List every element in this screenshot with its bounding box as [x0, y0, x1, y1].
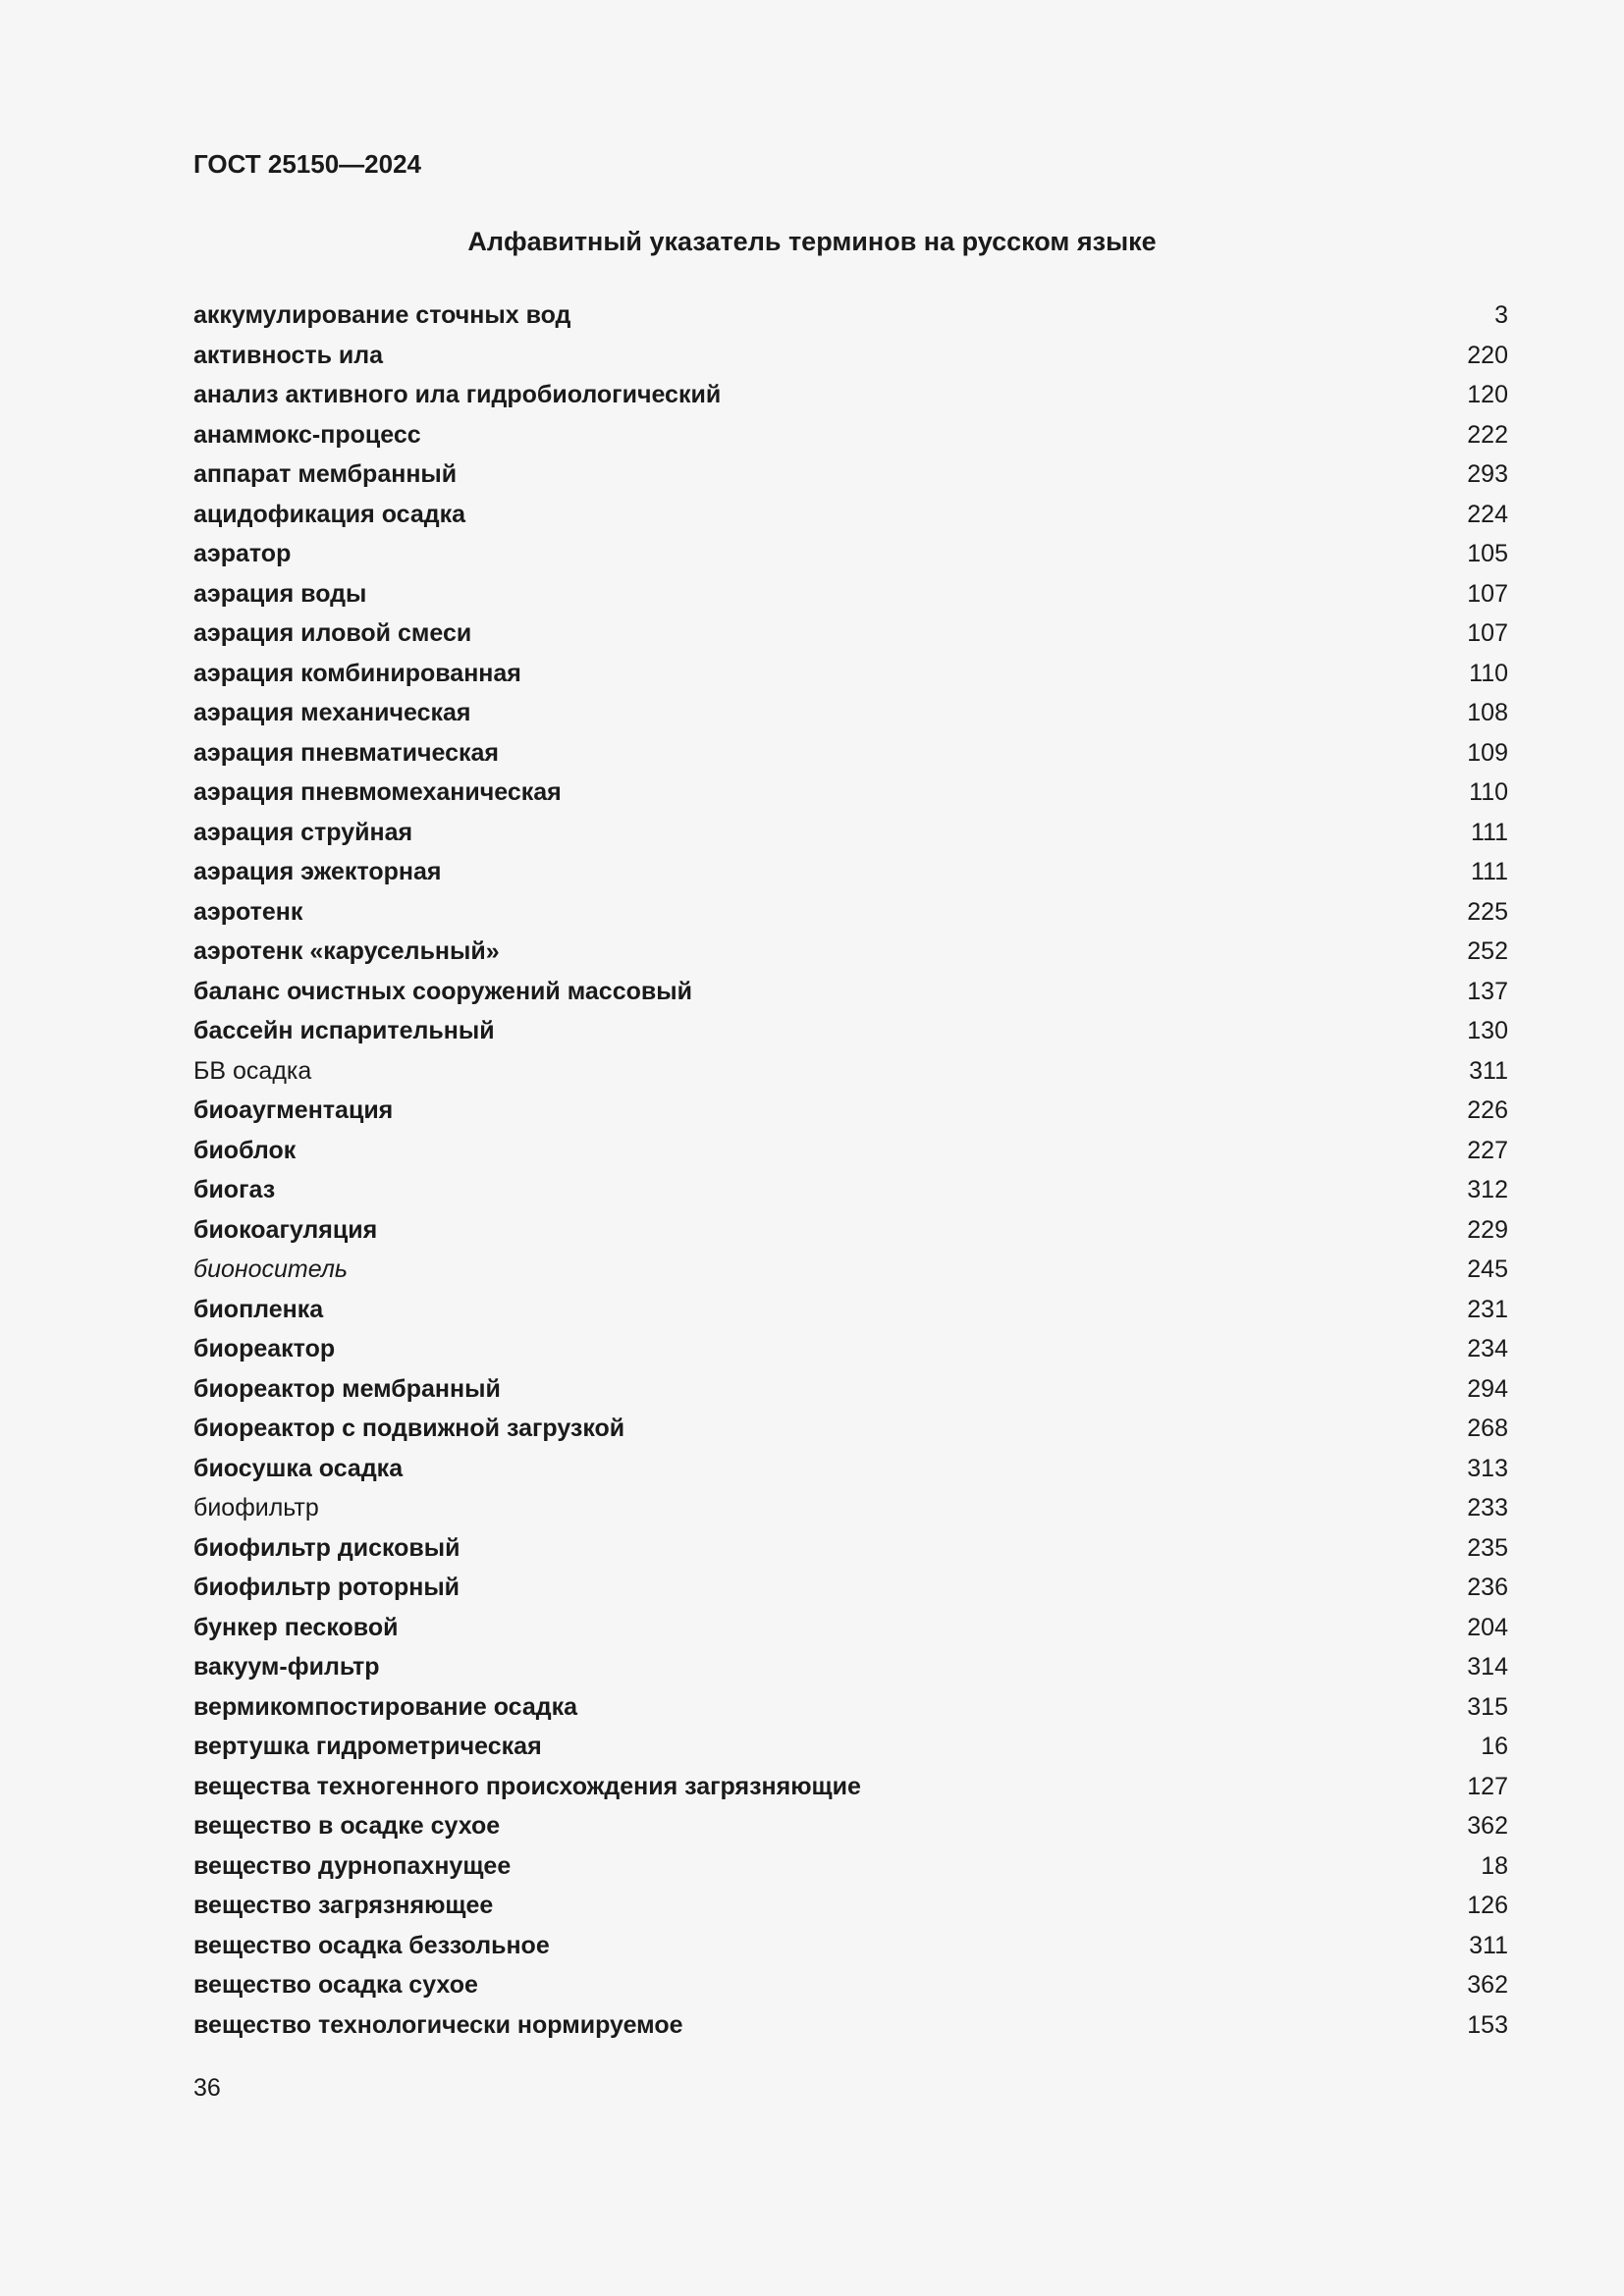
index-term: анализ активного ила гидробиологический [193, 381, 722, 408]
index-term: БВ осадка [193, 1056, 312, 1085]
index-entry [193, 696, 1508, 736]
index-entry [193, 1889, 1508, 1929]
index-page-ref: 235 [1467, 1533, 1508, 1562]
index-entry [193, 775, 1508, 816]
index-term: анаммокс-процесс [193, 420, 421, 449]
index-page-ref: 224 [1467, 500, 1508, 528]
index-term: биофильтр дисковый [193, 1533, 460, 1562]
index-page-ref: 108 [1467, 699, 1508, 726]
index-entry [193, 1571, 1508, 1611]
index-entry [193, 1849, 1508, 1890]
index-term: активность ила [193, 341, 384, 369]
index-term: биореактор [193, 1335, 336, 1362]
index-entry [193, 616, 1508, 657]
index-page-ref: 245 [1467, 1255, 1508, 1283]
index-entry [193, 1690, 1508, 1731]
index-page-ref: 107 [1467, 619, 1508, 647]
index-entry [193, 1531, 1508, 1572]
index-page-ref: 225 [1467, 897, 1508, 926]
index-page-ref: 3 [1494, 301, 1508, 329]
index-term: вещество осадка беззольное [193, 1931, 550, 1959]
index-entry [193, 1372, 1508, 1413]
index-entry [193, 418, 1508, 458]
index-page-ref: 226 [1467, 1096, 1508, 1124]
index-term: биокоагуляция [193, 1215, 378, 1244]
term-index-list [193, 298, 1508, 2048]
index-term: биоаугментация [193, 1096, 394, 1124]
index-term: аэрация струйная [193, 818, 413, 846]
page-number: 36 [193, 2074, 221, 2102]
index-page-ref: 105 [1467, 540, 1508, 567]
index-entry [193, 1809, 1508, 1849]
index-entry [193, 1014, 1508, 1054]
index-term: вещество дурнопахнущее [193, 1851, 512, 1880]
index-page-ref: 227 [1467, 1136, 1508, 1164]
index-term: биореактор с подвижной загрузкой [193, 1415, 625, 1442]
index-page-ref: 16 [1481, 1733, 1508, 1760]
index-page-ref: 137 [1467, 977, 1508, 1005]
index-entry [193, 1332, 1508, 1372]
index-term: биофильтр [193, 1494, 319, 1522]
index-page-ref: 204 [1467, 1613, 1508, 1641]
index-term: аппарат мембранный [193, 460, 458, 488]
index-entry [193, 855, 1508, 895]
index-term: биогаз [193, 1176, 276, 1203]
index-entry [193, 537, 1508, 577]
index-entry [193, 1491, 1508, 1531]
index-entry [193, 2008, 1508, 2049]
index-entry [193, 457, 1508, 498]
index-page-ref: 222 [1467, 420, 1508, 449]
index-page-ref: 268 [1467, 1415, 1508, 1442]
index-page-ref: 231 [1467, 1295, 1508, 1323]
index-page-ref: 111 [1470, 818, 1508, 846]
index-entry [193, 1054, 1508, 1095]
index-term: вещество технологически нормируемое [193, 2010, 683, 2039]
index-term: биореактор мембранный [193, 1374, 501, 1403]
index-page-ref: 234 [1467, 1335, 1508, 1362]
index-term: аэрация комбинированная [193, 659, 521, 687]
index-entry [193, 1094, 1508, 1134]
index-term: бассейн испарительный [193, 1017, 495, 1044]
index-page-ref: 18 [1481, 1851, 1508, 1880]
index-term: биофильтр роторный [193, 1574, 460, 1601]
index-page-ref: 126 [1467, 1892, 1508, 1919]
index-page-ref: 311 [1469, 1931, 1508, 1959]
index-term: ацидофикация осадка [193, 500, 466, 528]
index-page-ref: 313 [1467, 1454, 1508, 1482]
index-term: вещество загрязняющее [193, 1892, 494, 1919]
index-entry [193, 1412, 1508, 1452]
index-page-ref: 120 [1467, 381, 1508, 408]
index-term: вещества техногенного происхождения загрязняющие [193, 1772, 861, 1800]
index-page-ref: 220 [1467, 341, 1508, 369]
index-entry [193, 1293, 1508, 1333]
index-term: аэрация эжекторная [193, 858, 442, 885]
index-page-ref: 294 [1467, 1374, 1508, 1403]
index-page-ref: 312 [1467, 1176, 1508, 1203]
index-term: аэротенк [193, 897, 303, 926]
index-entry [193, 934, 1508, 975]
index-page-ref: 236 [1467, 1574, 1508, 1601]
index-term: биопленка [193, 1295, 324, 1323]
index-page-ref: 109 [1467, 738, 1508, 767]
index-entry [193, 657, 1508, 697]
index-entry [193, 1968, 1508, 2008]
index-page-ref: 314 [1467, 1653, 1508, 1681]
index-page-ref: 293 [1467, 460, 1508, 488]
index-title: Алфавитный указатель терминов на русском языке [467, 227, 1157, 256]
index-entry [193, 1173, 1508, 1213]
index-term: аэрация пневматическая [193, 738, 499, 767]
index-entry [193, 498, 1508, 538]
index-term: вертушка гидрометрическая [193, 1733, 542, 1760]
standard-designation: ГОСТ 25150—2024 [193, 149, 421, 179]
index-term: аэрация иловой смеси [193, 619, 472, 647]
index-entry [193, 975, 1508, 1015]
index-page-ref: 130 [1467, 1017, 1508, 1044]
index-page-ref: 110 [1469, 659, 1508, 687]
index-term: аэратор [193, 540, 292, 567]
index-term: бионоситель [193, 1255, 349, 1283]
index-page-ref: 362 [1467, 1812, 1508, 1840]
index-term: аэрация пневмомеханическая [193, 778, 562, 806]
index-page-ref: 311 [1469, 1056, 1508, 1085]
index-page-ref: 153 [1467, 2010, 1508, 2039]
index-page-ref: 229 [1467, 1215, 1508, 1244]
index-term: биоблок [193, 1136, 297, 1164]
index-entry [193, 339, 1508, 379]
index-entry [193, 1770, 1508, 1810]
index-entry [193, 1650, 1508, 1690]
index-term: вещество в осадке сухое [193, 1812, 501, 1840]
index-entry [193, 298, 1508, 339]
index-entry [193, 1611, 1508, 1651]
index-term: аэротенк «карусельный» [193, 937, 500, 965]
index-page-ref: 110 [1469, 778, 1508, 806]
index-entry [193, 378, 1508, 418]
index-entry [193, 895, 1508, 935]
index-entry [193, 1929, 1508, 1969]
index-entry [193, 577, 1508, 617]
index-term: вермикомпостирование осадка [193, 1692, 578, 1721]
index-term: аэрация механическая [193, 699, 471, 726]
index-page-ref: 252 [1467, 937, 1508, 965]
index-term: вакуум-фильтр [193, 1653, 380, 1681]
index-entry [193, 1213, 1508, 1254]
index-page-ref: 107 [1467, 579, 1508, 608]
index-term: аэрация воды [193, 579, 367, 608]
index-entry [193, 736, 1508, 776]
index-page-ref: 233 [1467, 1494, 1508, 1522]
index-page-ref: 315 [1467, 1692, 1508, 1721]
index-entry [193, 1253, 1508, 1293]
index-page-ref: 362 [1467, 1971, 1508, 1999]
index-entry [193, 816, 1508, 856]
index-entry [193, 1134, 1508, 1174]
index-entry [193, 1730, 1508, 1770]
index-term: вещество осадка сухое [193, 1971, 478, 1999]
index-page-ref: 127 [1467, 1772, 1508, 1800]
index-entry [193, 1452, 1508, 1492]
index-term: биосушка осадка [193, 1454, 404, 1482]
index-page-ref: 111 [1470, 858, 1508, 885]
index-term: аккумулирование сточных вод [193, 301, 571, 329]
index-term: баланс очистных сооружений массовый [193, 977, 692, 1005]
index-term: бункер песковой [193, 1613, 399, 1641]
